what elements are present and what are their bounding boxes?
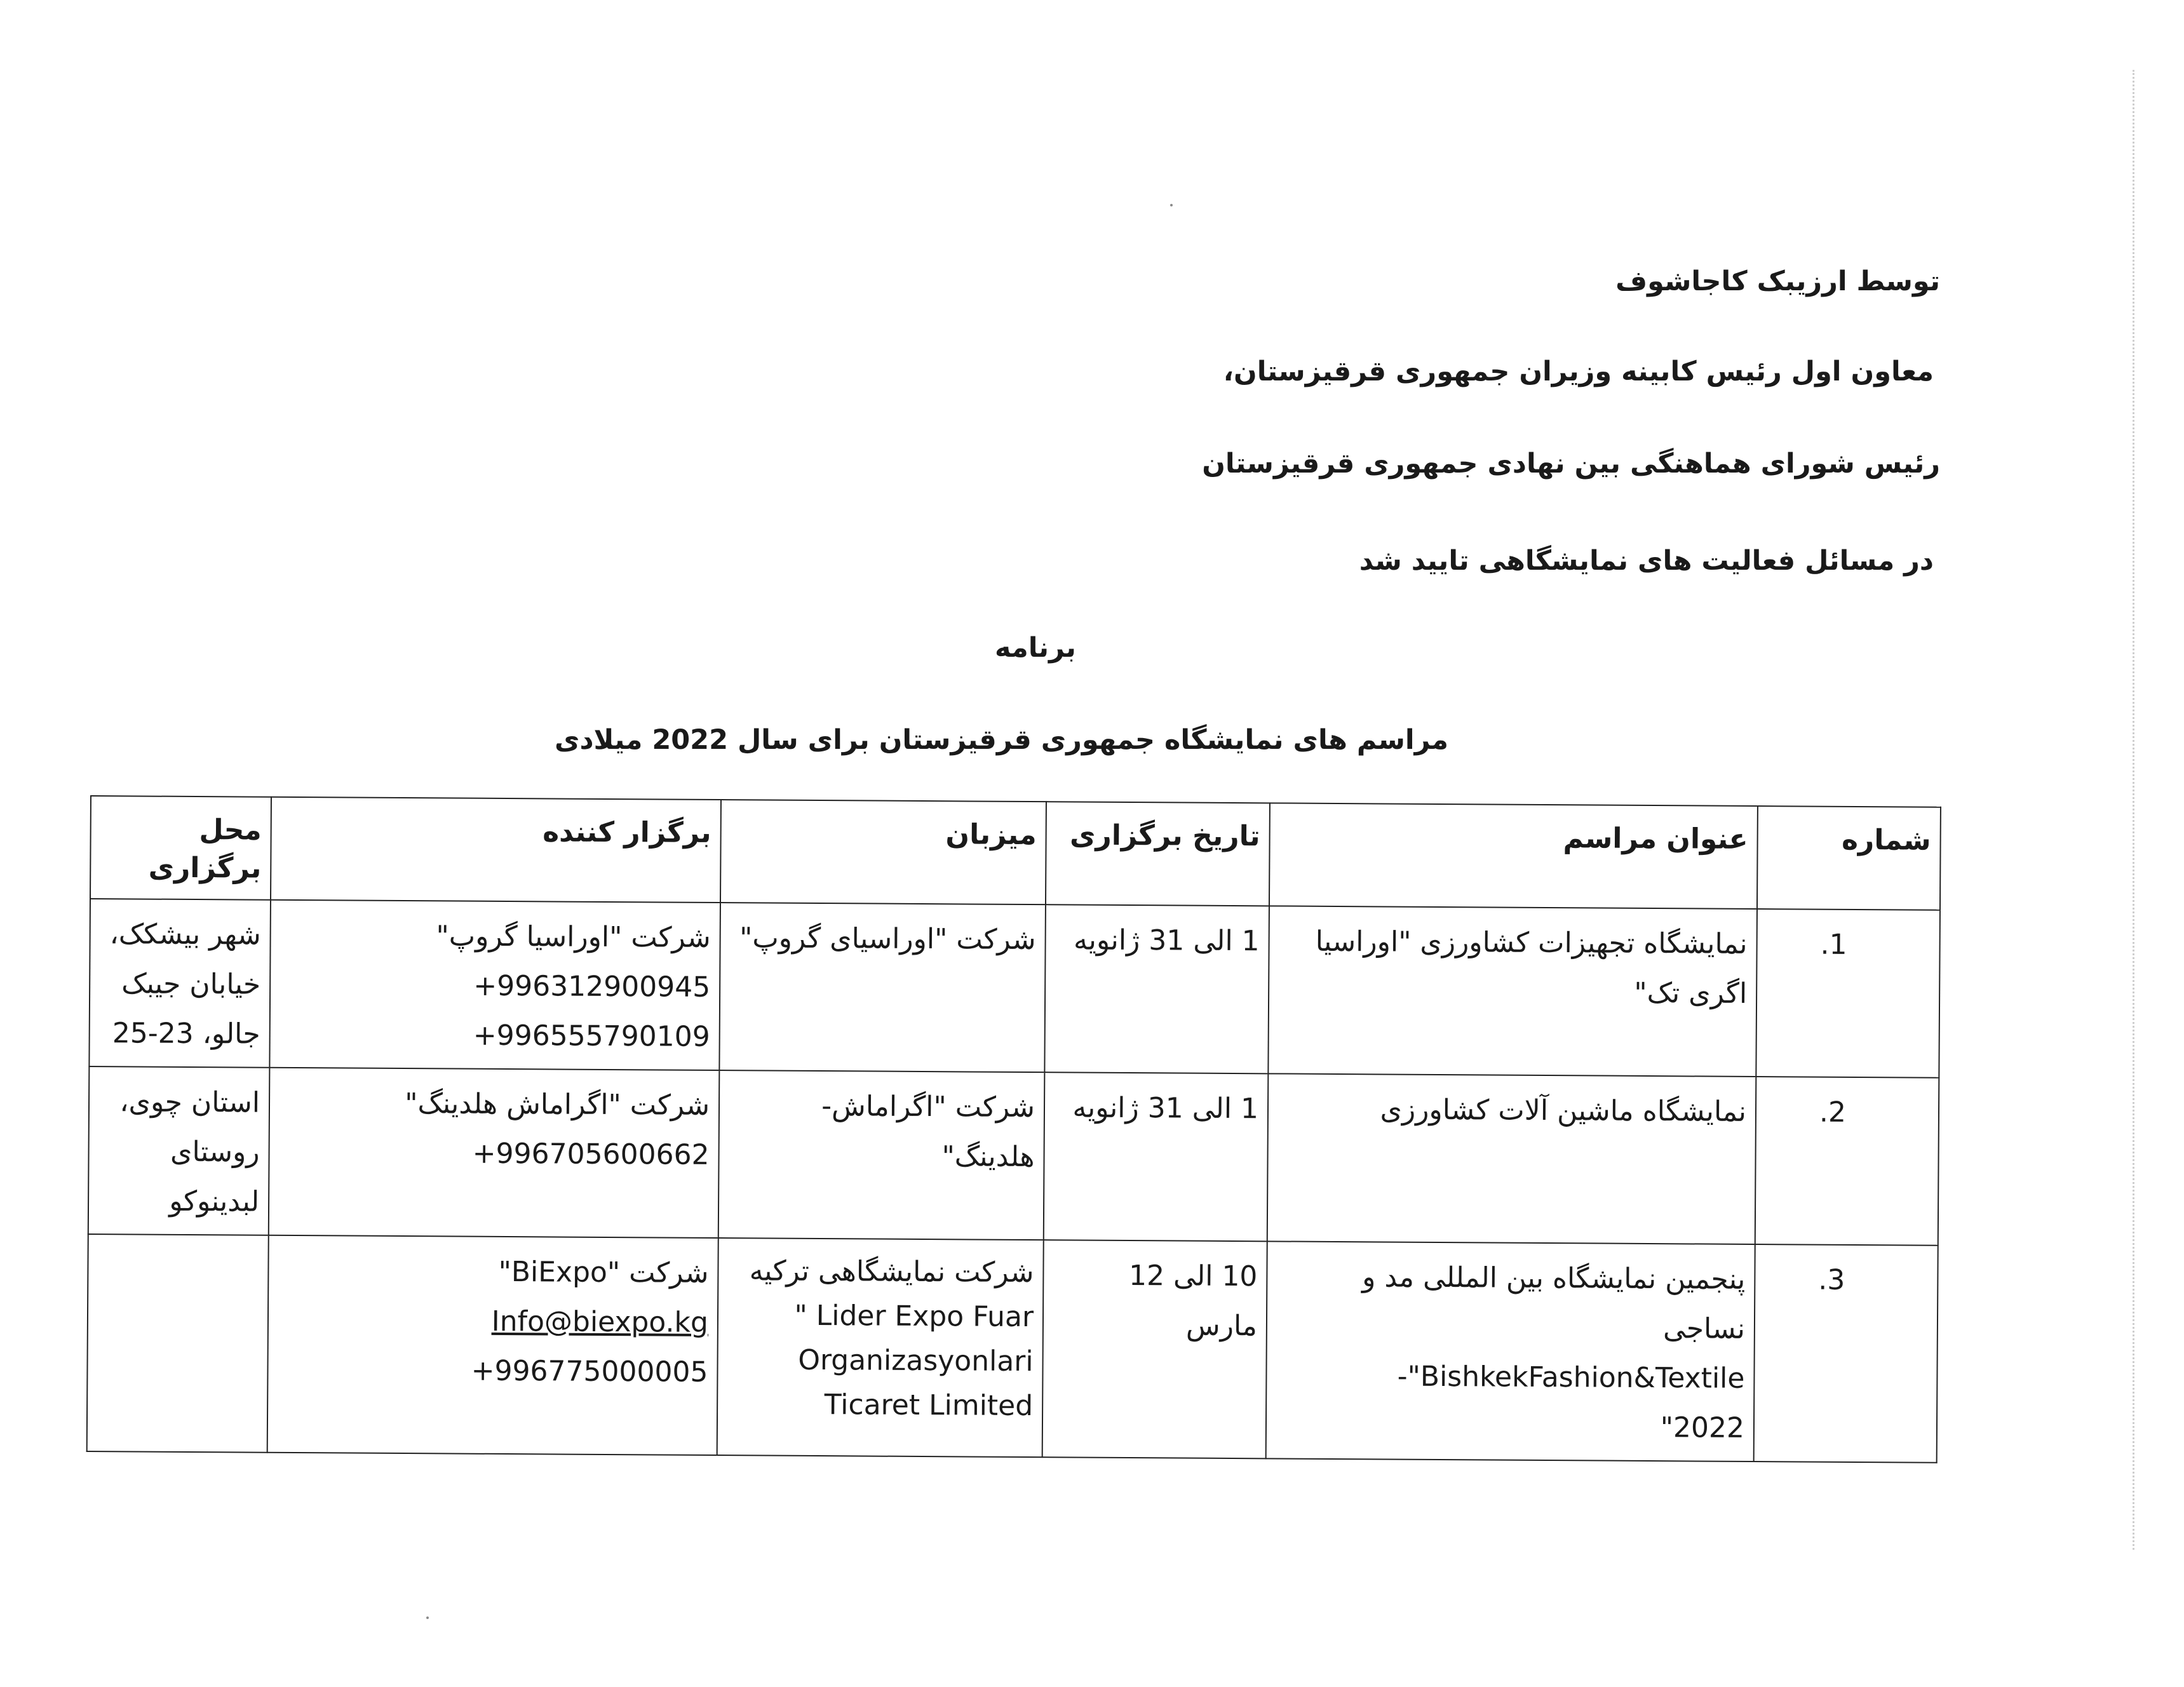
event-title-line: اگری تک" — [1634, 976, 1748, 1010]
host-line: Ticaret Limited — [824, 1388, 1034, 1423]
cell-number — [1754, 1244, 1938, 1463]
cell-organizer — [267, 1235, 718, 1455]
cell-number — [1756, 909, 1940, 1078]
venue-line: لبدینوکو — [169, 1185, 260, 1218]
host-line: شرکت نمایشگاهی ترکیه — [749, 1254, 1034, 1289]
event-title-line: پنجمین نمایشگاه بین المللی مد و — [1362, 1261, 1746, 1296]
header-event-title: عنوان مراسم — [1269, 803, 1758, 909]
date-line: 1 الی 31 ژانویه — [1073, 924, 1260, 958]
host-line: " Lider Expo Fuar — [794, 1299, 1034, 1334]
event-title-line: نساجی — [1662, 1312, 1746, 1345]
host-line: Organizasyonlari — [798, 1343, 1034, 1378]
event-title-line: "2022 — [1660, 1411, 1745, 1444]
venue-line: شهر بیشکک، — [109, 918, 261, 951]
table-row — [88, 1066, 1939, 1246]
cell-venue — [87, 1234, 269, 1453]
scan-speck — [1170, 204, 1173, 206]
events-table — [86, 795, 1941, 1463]
header-line-3: رئیس شورای هماهنگی بین نهادی جمهوری قرقیزستان — [1202, 448, 1940, 480]
host-line: شرکت "اگراماش- — [821, 1090, 1035, 1124]
cell-number — [1755, 1077, 1939, 1246]
cell-host — [719, 903, 1046, 1072]
header-date: تاریخ برگزاری — [1046, 802, 1270, 906]
venue-line: استان چوی، — [119, 1085, 260, 1119]
cell-organizer — [269, 1068, 720, 1238]
cell-date — [1044, 1072, 1269, 1241]
row-number: 3. — [1818, 1263, 1845, 1296]
cell-event-title — [1267, 1073, 1756, 1244]
venue-line: روستای — [170, 1135, 260, 1169]
organizer-line: شرکت "اگراماش هلدینگ" — [405, 1087, 710, 1122]
header-host: میزبان — [720, 800, 1046, 904]
cell-event-title — [1268, 906, 1757, 1077]
header-venue: محل برگزاری — [90, 796, 271, 900]
row-number: 2. — [1819, 1096, 1847, 1129]
venue-line: خیابان جیبک — [121, 967, 261, 1001]
table-header-row — [90, 796, 1941, 910]
organizer-line: شرکت "اوراسیا گروپ" — [436, 920, 711, 954]
event-title-line: نمایشگاه ماشین آلات کشاورزی — [1380, 1093, 1747, 1128]
venue-line: جالو، 23-25 — [112, 1017, 260, 1051]
cell-organizer — [269, 900, 720, 1070]
cell-date — [1042, 1240, 1267, 1458]
host-line: هلدینگ" — [941, 1140, 1035, 1174]
host-line: شرکت "اوراسیای گروپ" — [739, 922, 1036, 957]
date-line: 1 الی 31 ژانویه — [1072, 1091, 1259, 1126]
header-organizer: برگزار کننده — [271, 797, 721, 903]
cell-venue — [89, 899, 271, 1068]
header-line-1: توسط ارزیبک کاجاشوف — [1615, 265, 1940, 297]
organizer-email-link[interactable]: Info@biexpo.kg — [491, 1305, 709, 1339]
event-title-line: نمایشگاه تجهیزات کشاورزی "اوراسیا — [1315, 925, 1748, 960]
table-row — [87, 1234, 1938, 1463]
scan-edge-line — [2133, 70, 2134, 1550]
organizer-line: شرکت "BiExpo" — [498, 1255, 709, 1289]
header-line-4: در مسائل فعالیت های نمایشگاهی تایید شد — [1359, 545, 1934, 577]
document-title: برنامه — [995, 632, 1076, 664]
cell-venue — [88, 1066, 270, 1235]
cell-date — [1044, 904, 1269, 1073]
phone-number: 996775000005+ — [471, 1354, 708, 1388]
cell-event-title — [1266, 1241, 1755, 1462]
document-subtitle: مراسم های نمایشگاه جمهوری قرقیزستان برای سال 2022 میلادی — [555, 724, 1448, 756]
phone-number: 996555790109+ — [473, 1019, 710, 1053]
phone-number: 996312900945+ — [473, 969, 711, 1004]
cell-host — [717, 1238, 1044, 1457]
table-row — [89, 899, 1940, 1078]
event-title-line: -"BishkekFashion&Textile — [1397, 1360, 1745, 1395]
row-number: 1. — [1820, 928, 1847, 961]
phone-number: 996705600662+ — [472, 1137, 710, 1171]
cell-host — [718, 1070, 1045, 1240]
scan-speck — [426, 1616, 429, 1619]
date-line: 10 الی 12 — [1128, 1260, 1258, 1293]
date-line: مارس — [1185, 1309, 1258, 1343]
header-line-2: معاون اول رئیس کابینه وزیران جمهوری قرقیزستان، — [1223, 356, 1934, 387]
header-number: شماره — [1757, 806, 1941, 910]
